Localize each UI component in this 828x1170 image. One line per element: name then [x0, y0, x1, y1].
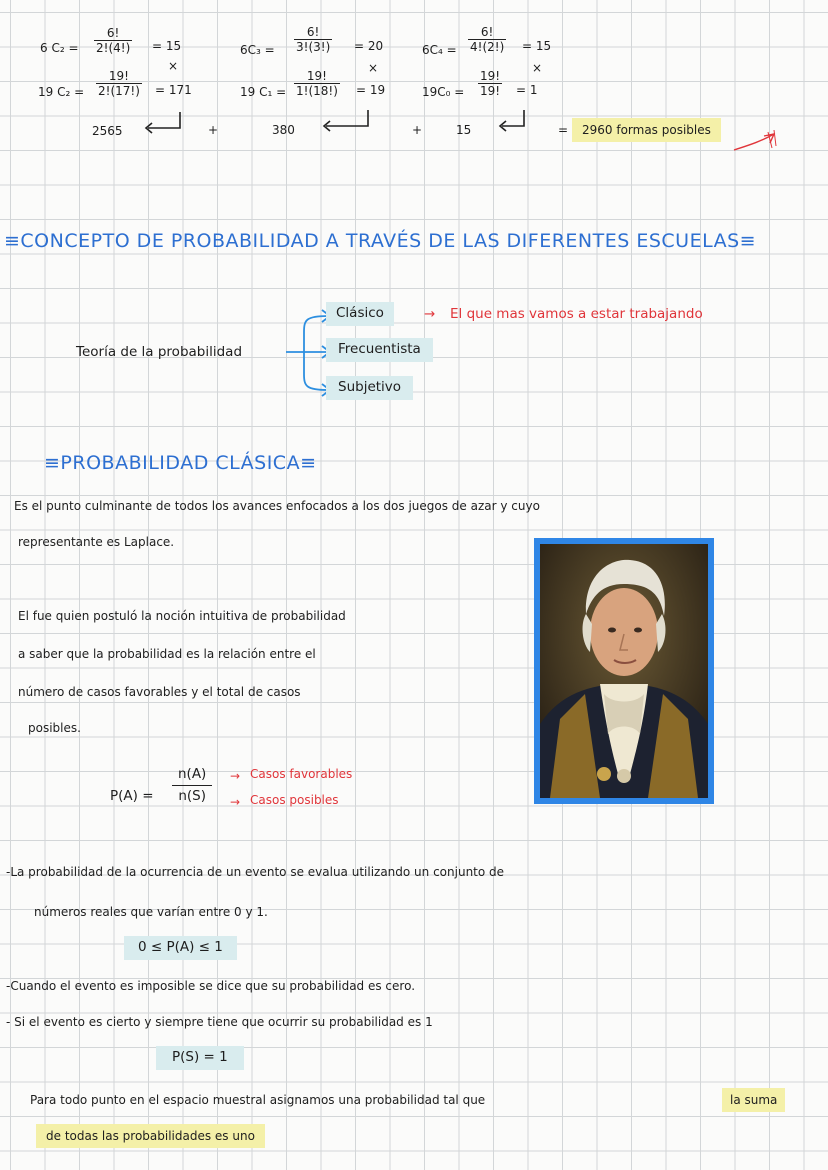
- bullet-1-line-1: -La probabilidad de la ocurrencia de un evento se evalua utilizando un conjunto de: [6, 865, 505, 879]
- branch-frecuentista: Frecuentista: [326, 338, 433, 362]
- c3-frac2: [478, 70, 502, 97]
- return-arrow-icon: [140, 110, 186, 136]
- formula-lhs: P(A) =: [110, 788, 154, 804]
- c3-den2: 19!: [480, 84, 501, 98]
- laplace-line-3: número de casos favorables y el total de casos: [18, 685, 301, 699]
- return-arrow-icon: [494, 108, 530, 134]
- c3-lhs2: 19C₀ =: [422, 85, 465, 99]
- c2-num2: 19!: [294, 70, 340, 84]
- bullet-2: -Cuando el evento es imposible se dice que su probabilidad es cero.: [6, 979, 416, 993]
- formula-fraction: [172, 768, 212, 803]
- laplace-line-2: a saber que la probabilidad es la relación entre el: [18, 647, 316, 661]
- c2-frac1: [294, 26, 332, 53]
- final-highlight-1: la suma: [722, 1088, 785, 1112]
- note-arrow: →: [424, 306, 436, 322]
- c2-den2: 1!(18!): [296, 84, 338, 98]
- c1-lhs2: 19 C₂ =: [38, 85, 85, 99]
- portrait-illustration: [540, 544, 708, 798]
- bullet-3: - Si el evento es cierto y siempre tiene que ocurrir su probabilidad es 1: [6, 1015, 433, 1029]
- c1-num2: 19!: [96, 70, 142, 84]
- plus-sign-1: +: [208, 123, 219, 137]
- c3-den1: 4!(2!): [470, 40, 505, 54]
- den-label: Casos posibles: [250, 793, 339, 807]
- c3-times: ×: [532, 61, 543, 75]
- laplace-line-4: posibles.: [28, 721, 81, 735]
- intro-line-2: representante es Laplace.: [18, 535, 175, 549]
- c1-frac1: [94, 27, 132, 54]
- c1-res1: = 15: [152, 39, 182, 53]
- c2-res1: = 20: [354, 39, 384, 53]
- c1-den1: 2!(4!): [96, 41, 131, 55]
- laplace-portrait: [534, 538, 714, 804]
- c1-den2: 2!(17!): [98, 84, 140, 98]
- c2-res2: = 19: [356, 83, 386, 97]
- den-arrow: →: [230, 795, 241, 809]
- branch-subjetivo: Subjetivo: [326, 376, 413, 400]
- ps-equals-one: P(S) = 1: [156, 1046, 244, 1070]
- total-result: 2960 formas posibles: [572, 118, 721, 142]
- c2-product: 380: [272, 123, 295, 137]
- c1-num1: 6!: [94, 27, 132, 41]
- c3-res2: = 1: [516, 83, 538, 97]
- return-arrow-icon: [318, 108, 374, 134]
- section-title-clasica: ≡PROBABILIDAD CLÁSICA≡: [44, 452, 317, 474]
- c3-res1: = 15: [522, 39, 552, 53]
- c2-lhs2: 19 C₁ =: [240, 85, 287, 99]
- tree-root: Teoría de la probabilidad: [76, 344, 243, 360]
- intro-line-1: Es el punto culminante de todos los avances enfocados a los dos juegos de azar y cuyo: [14, 499, 540, 513]
- c1-frac2: [96, 70, 142, 97]
- equals-sign: =: [558, 123, 569, 137]
- num-arrow: →: [230, 769, 241, 783]
- final-line-1: Para todo punto en el espacio muestral asignamos una probabilidad tal que: [30, 1093, 486, 1107]
- c1-times: ×: [168, 59, 179, 73]
- clasico-note: El que mas vamos a estar trabajando: [450, 306, 703, 322]
- c2-times: ×: [368, 61, 379, 75]
- c2-den1: 3!(3!): [296, 40, 331, 54]
- c3-frac1: [468, 26, 506, 53]
- num-label: Casos favorables: [250, 767, 353, 781]
- branch-clasico: Clásico: [326, 302, 394, 326]
- c2-lhs1: 6C₃ =: [240, 43, 275, 57]
- plus-sign-2: +: [412, 123, 423, 137]
- final-highlight-2: de todas las probabilidades es uno: [36, 1124, 265, 1148]
- section-title-concepto: ≡CONCEPTO DE PROBABILIDAD A TRAVÉS DE LAS DIFERENTES ESCUELAS≡: [4, 230, 757, 252]
- c1-res2: = 171: [155, 83, 192, 97]
- c3-product: 15: [456, 123, 472, 137]
- c1-lhs1: 6 C₂ =: [40, 41, 79, 55]
- formula-den: n(S): [178, 787, 206, 804]
- bullet-1-line-2: números reales que varían entre 0 y 1.: [34, 905, 268, 919]
- c2-frac2: [294, 70, 340, 97]
- c3-num1: 6!: [468, 26, 506, 40]
- formula-num: n(A): [172, 768, 212, 786]
- c1-product: 2565: [92, 124, 123, 138]
- c3-num2: 19!: [480, 69, 501, 83]
- probability-range: 0 ≤ P(A) ≤ 1: [124, 936, 237, 960]
- laplace-line-1: El fue quien postuló la noción intuitiva de probabilidad: [18, 609, 346, 623]
- c3-lhs1: 6C₄ =: [422, 43, 457, 57]
- scribble-arrow-icon: [730, 130, 780, 156]
- c2-num1: 6!: [294, 26, 332, 40]
